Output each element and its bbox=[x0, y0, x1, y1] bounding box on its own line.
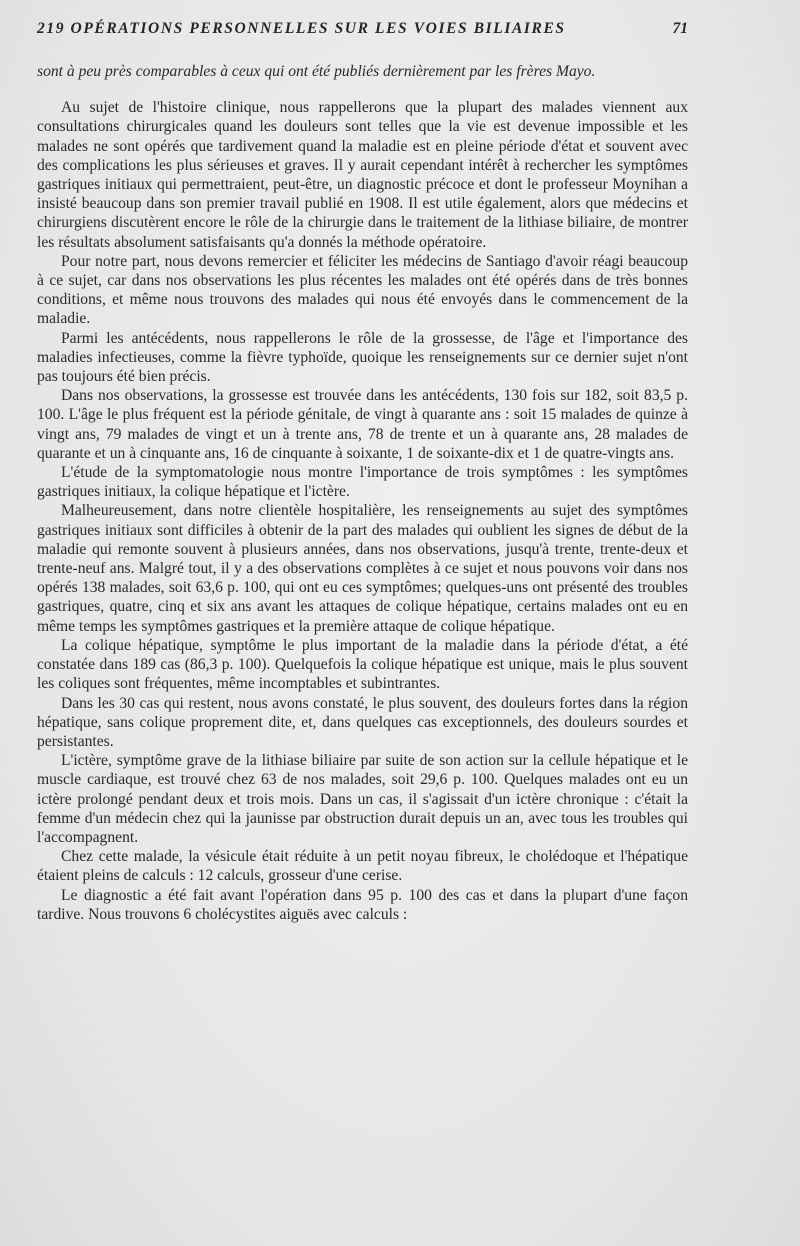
running-header bbox=[37, 20, 688, 42]
paragraph: La colique hépatique, symptôme le plus important de la maladie dans la période d'état, a été constatée dans 189 cas (86,3 p. 100). Quelquefois la colique hépatique est unique, mais le plus souvent les coliques sont fréquentes, même incomptables et subintrantes. bbox=[37, 636, 688, 693]
paragraph: L'ictère, symptôme grave de la lithiase biliaire par suite de son action sur la cellule hépatique et le muscle cardiaque, est trouvé chez 63 de nos malades, soit 29,6 p. 100. Quelques malades ont eu un ictère prolongé pendant deux et trois mois. Dans un cas, il s'agissait d'un ictère chronique : c'était la femme d'un médecin chez qui la jaunisse par obstruction durait depuis un an, avec tous les troubles qui l'accompagnent. bbox=[37, 752, 688, 846]
paragraph: Parmi les antécédents, nous rappellerons le rôle de la grossesse, de l'âge et l'importance des maladies infectieuses, comme la fièvre typhoïde, quoique les renseignements sur ce dernier sujet n'ont pas toujours été bien précis. bbox=[37, 329, 688, 386]
paragraph: Pour notre part, nous devons remercier et féliciter les médecins de Santiago d'avoir réagi beaucoup à ce sujet, car dans nos observations les plus récentes les malades ont été opérés dans de très bonnes conditions, et même nous trouvons des malades qui nous été envoyés dans le commencement de la maladie. bbox=[37, 252, 688, 328]
header-title: 219 OPÉRATIONS PERSONNELLES SUR LES VOIES BILIAIRES bbox=[37, 20, 566, 37]
paragraph: Malheureusement, dans notre clientèle hospitalière, les renseignements au sujet des symptômes gastriques initiaux sont difficiles à obtenir de la part des malades qui oublient les signes de début de la maladie qui remonte souvent à plusieurs années, dans nos observations, jusqu'à trente, trente-deux et trente-neuf ans. Malgré tout, il y a des observations complètes à ce sujet et nous pouvons voir dans nos opérés 138 malades, soit 63,6 p. 100, qui ont eu ces symptômes; quelques-uns ont présenté des troubles gastriques, quatre, cinq et six ans avant les attaques de colique hépatique, certains malades ont eu en même temps les symptômes gastriques et la première attaque de colique hépatique. bbox=[37, 502, 688, 635]
body-text bbox=[37, 62, 688, 924]
paragraph: Chez cette malade, la vésicule était réduite à un petit noyau fibreux, le cholédoque et l'hépatique étaient pleins de calculs : 12 calculs, grosseur d'une cerise. bbox=[37, 848, 688, 885]
paragraph: sont à peu près comparables à ceux qui ont été publiés dernièrement par les frères Mayo. bbox=[37, 63, 596, 80]
paragraph: Dans nos observations, la grossesse est trouvée dans les antécédents, 130 fois sur 182, soit 83,5 p. 100. L'âge le plus fréquent est la période génitale, de vingt à quarante ans : soit 15 malades de quinze à vingt ans, 79 malades de vingt et un à trente ans, 78 de trente et un à quarante ans, 28 malades de quarante et un à cinquante ans, 16 de cinquante à soixante, 1 de soixante-dix et 1 de quatre-vingts ans. bbox=[37, 387, 688, 462]
paragraph: L'étude de la symptomatologie nous montre l'importance de trois symptômes : les symptômes gastriques initiaux, la colique hépatique et l'ictère. bbox=[37, 464, 688, 501]
paragraph: Dans les 30 cas qui restent, nous avons constaté, le plus souvent, des douleurs fortes dans la région hépatique, sans colique proprement dite, et, dans quelques cas exceptionnels, des douleurs sourdes et persistantes. bbox=[37, 694, 688, 750]
paragraph: Au sujet de l'histoire clinique, nous rappellerons que la plupart des malades viennent aux consultations chirurgicales quand les douleurs sont telles que la vie est devenue impossible et les malades ne sont opérés que tardivement quand la maladie est en pleine période d'état et souvent avec des complications les plus sérieuses et graves. Il y aurait cependant intérêt à rechercher les symptômes gastriques initiaux qui permettraient, peut-être, un diagnostic précoce et dont le professeur Moynihan a insisté beaucoup dans son premier travail publié en 1908. Il est utile également, alors que médecins et chirurgiens discutèrent encore le rôle de la chirurgie dans le traitement de la lithiase biliaire, de montrer les résultats absolument satisfaisants qu'a donnés la méthode opératoire. bbox=[37, 99, 688, 251]
paragraph: Le diagnostic a été fait avant l'opération dans 95 p. 100 des cas et dans la plupart d'une façon tardive. Nous trouvons 6 cholécystites aiguës avec calculs : bbox=[37, 886, 688, 923]
page-number: 71 bbox=[672, 20, 688, 37]
